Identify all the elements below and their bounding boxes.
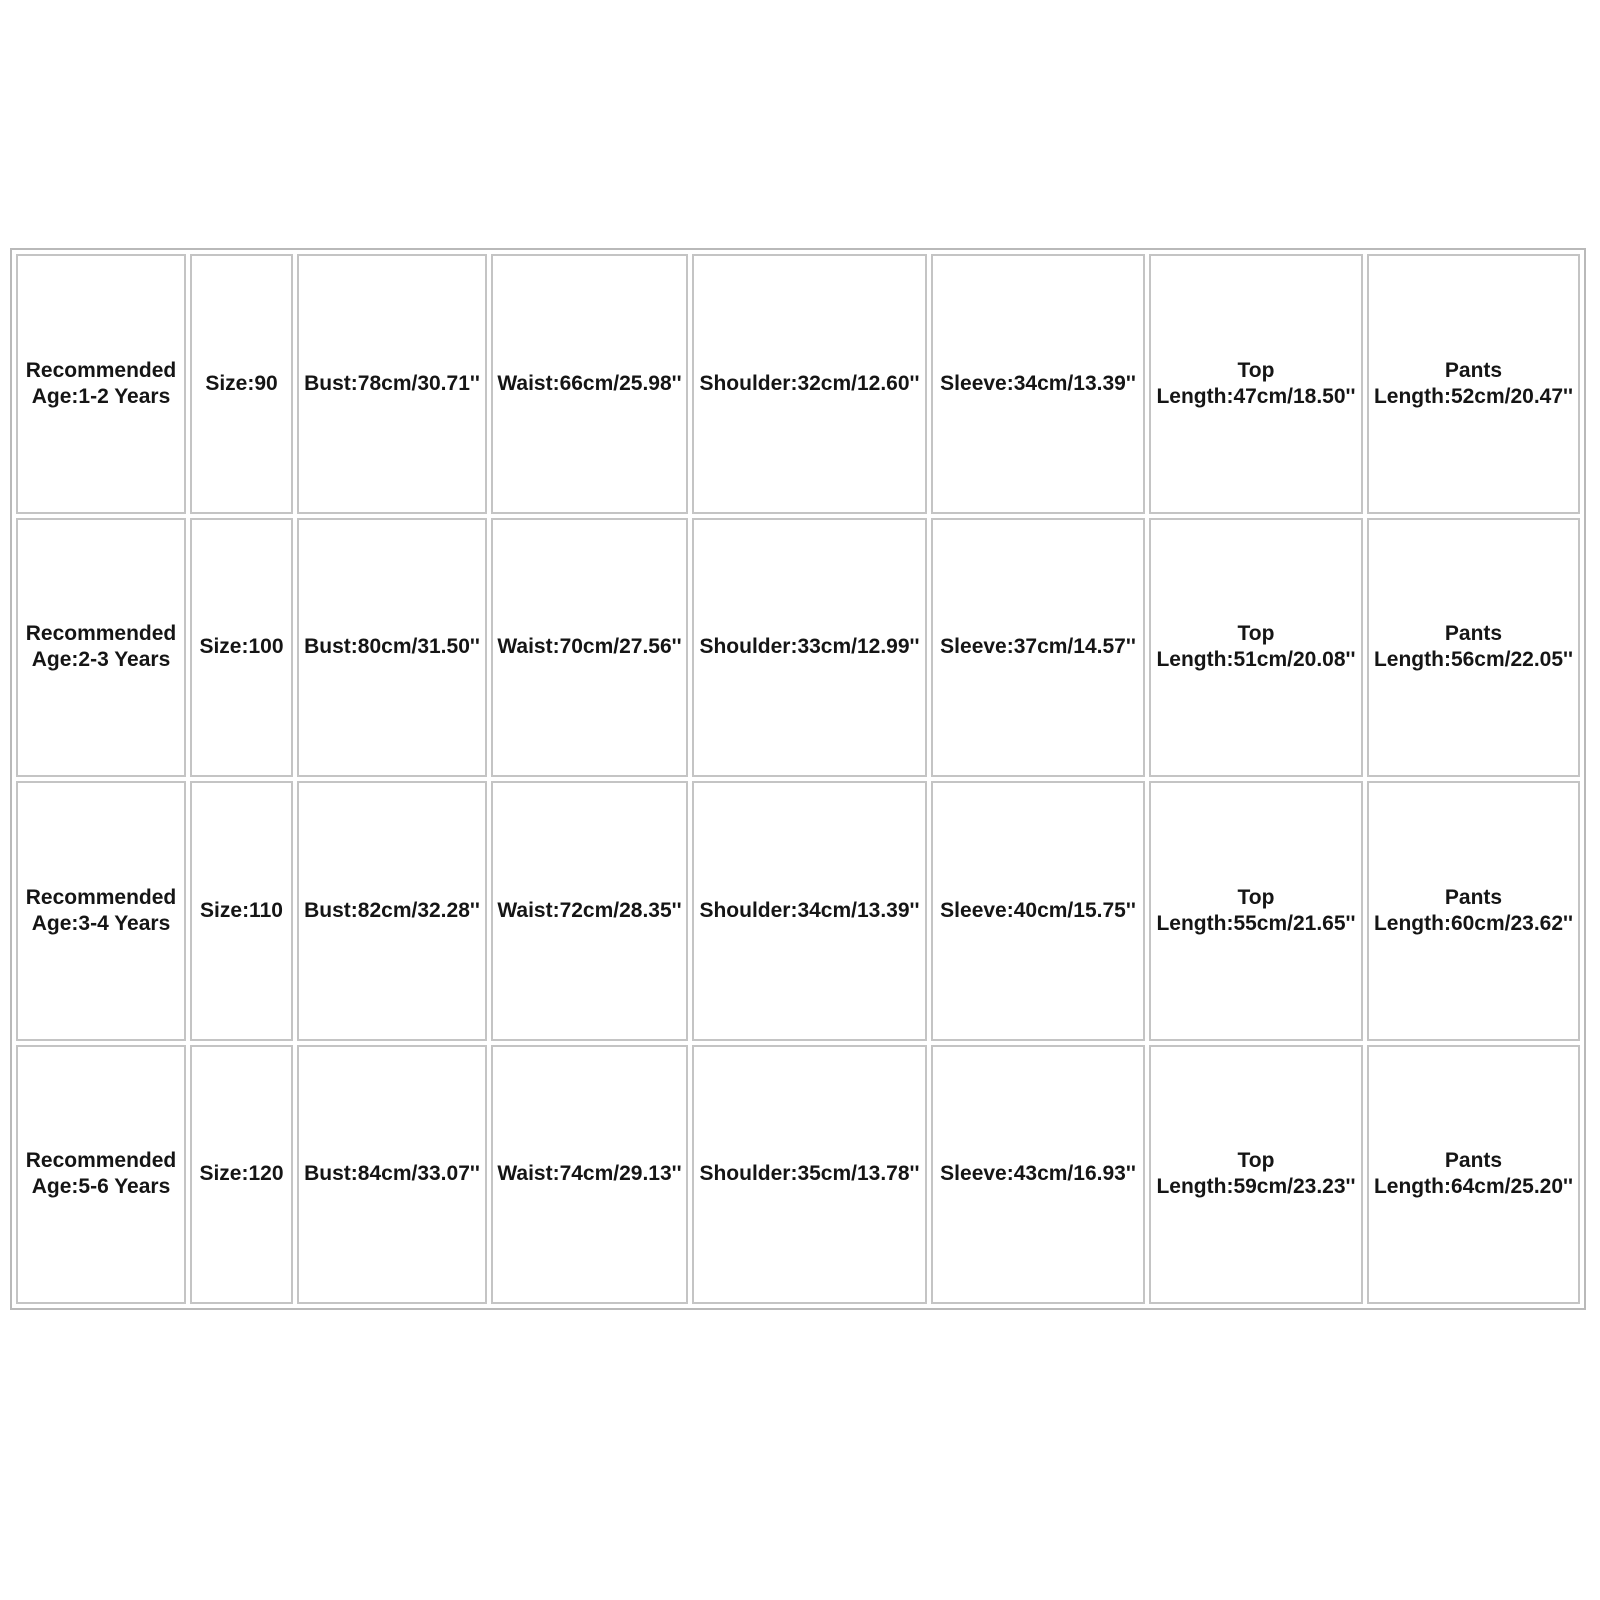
waist-cell: Waist:74cm/29.13'': [491, 1045, 688, 1305]
shoulder-cell: Shoulder:33cm/12.99'': [692, 518, 927, 778]
age-cell: Recommended Age:2-3 Years: [16, 518, 186, 778]
top-length-cell: Top Length:51cm/20.08'': [1149, 518, 1363, 778]
pants-length-cell: Pants Length:52cm/20.47'': [1367, 254, 1580, 514]
age-cell: Recommended Age:1-2 Years: [16, 254, 186, 514]
shoulder-cell: Shoulder:35cm/13.78'': [692, 1045, 927, 1305]
bust-cell: Bust:80cm/31.50'': [297, 518, 487, 778]
sleeve-cell: Sleeve:40cm/15.75'': [931, 781, 1145, 1041]
size-cell: Size:110: [190, 781, 293, 1041]
top-length-cell: Top Length:55cm/21.65'': [1149, 781, 1363, 1041]
age-cell: Recommended Age:3-4 Years: [16, 781, 186, 1041]
sleeve-cell: Sleeve:37cm/14.57'': [931, 518, 1145, 778]
sleeve-cell: Sleeve:43cm/16.93'': [931, 1045, 1145, 1305]
shoulder-cell: Shoulder:32cm/12.60'': [692, 254, 927, 514]
waist-cell: Waist:72cm/28.35'': [491, 781, 688, 1041]
waist-cell: Waist:70cm/27.56'': [491, 518, 688, 778]
pants-length-cell: Pants Length:64cm/25.20'': [1367, 1045, 1580, 1305]
table-row: [16, 518, 1580, 778]
size-cell: Size:90: [190, 254, 293, 514]
age-cell: Recommended Age:5-6 Years: [16, 1045, 186, 1305]
bust-cell: Bust:84cm/33.07'': [297, 1045, 487, 1305]
size-cell: Size:100: [190, 518, 293, 778]
bust-cell: Bust:78cm/30.71'': [297, 254, 487, 514]
size-chart-table: [10, 248, 1586, 1310]
top-length-cell: Top Length:59cm/23.23'': [1149, 1045, 1363, 1305]
top-length-cell: Top Length:47cm/18.50'': [1149, 254, 1363, 514]
size-cell: Size:120: [190, 1045, 293, 1305]
shoulder-cell: Shoulder:34cm/13.39'': [692, 781, 927, 1041]
sleeve-cell: Sleeve:34cm/13.39'': [931, 254, 1145, 514]
pants-length-cell: Pants Length:56cm/22.05'': [1367, 518, 1580, 778]
table-row: [16, 781, 1580, 1041]
table-row: [16, 254, 1580, 514]
pants-length-cell: Pants Length:60cm/23.62'': [1367, 781, 1580, 1041]
bust-cell: Bust:82cm/32.28'': [297, 781, 487, 1041]
table-row: [16, 1045, 1580, 1305]
waist-cell: Waist:66cm/25.98'': [491, 254, 688, 514]
